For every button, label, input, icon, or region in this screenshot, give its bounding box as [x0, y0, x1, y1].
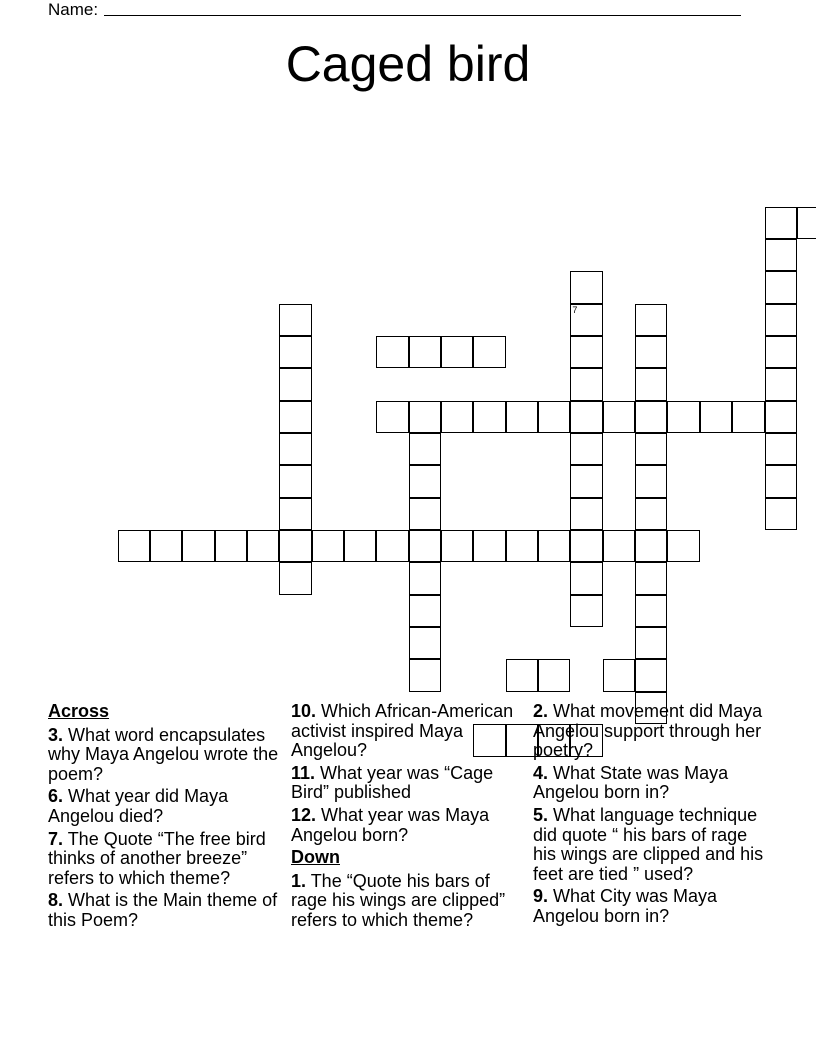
grid-cell[interactable]	[473, 530, 505, 562]
grid-cell[interactable]	[765, 465, 797, 497]
clue-item	[533, 806, 773, 884]
grid-cell[interactable]	[409, 627, 441, 659]
clue-item	[533, 764, 773, 803]
clue-item	[291, 806, 527, 845]
grid-cell[interactable]	[473, 401, 505, 433]
grid-cell[interactable]	[538, 530, 570, 562]
grid-cell[interactable]	[635, 659, 667, 691]
clue-item-text: What State was Maya Angelou born in?	[533, 762, 729, 803]
grid-cell[interactable]	[700, 401, 732, 433]
clue-item	[291, 764, 527, 803]
grid-cell[interactable]	[312, 530, 344, 562]
grid-cell[interactable]	[570, 433, 602, 465]
clue-item-text: What year was Maya Angelou born?	[291, 804, 490, 845]
clues-column-1	[48, 702, 286, 934]
grid-cell[interactable]	[473, 336, 505, 368]
grid-cell[interactable]	[344, 530, 376, 562]
grid-cell[interactable]	[376, 401, 408, 433]
grid-cell[interactable]	[376, 530, 408, 562]
grid-cell[interactable]	[279, 401, 311, 433]
grid-cell[interactable]	[279, 465, 311, 497]
grid-cell[interactable]	[279, 498, 311, 530]
grid-cell[interactable]	[570, 304, 602, 336]
grid-cell[interactable]	[635, 595, 667, 627]
clue-item-number: 8.	[48, 890, 64, 911]
grid-cell[interactable]	[376, 336, 408, 368]
grid-cell[interactable]	[635, 368, 667, 400]
grid-cell[interactable]	[506, 659, 538, 691]
grid-cell[interactable]	[150, 530, 182, 562]
clue-item-text: The Quote “The free bird thinks of another breeze” refers to which theme?	[48, 828, 266, 888]
grid-cell[interactable]	[765, 239, 797, 271]
clue-item-number: 12.	[291, 804, 317, 825]
clue-item-number: 10.	[291, 701, 317, 721]
clue-item-text: What word encapsulates why Maya Angelou wrote the poem?	[48, 724, 279, 784]
grid-cell[interactable]	[635, 304, 667, 336]
clue-item-text: What year did Maya Angelou died?	[48, 786, 229, 826]
grid-cell[interactable]	[279, 336, 311, 368]
grid-cell[interactable]	[570, 401, 602, 433]
grid-cell[interactable]	[279, 368, 311, 400]
grid-cell[interactable]	[409, 595, 441, 627]
grid-cell[interactable]	[538, 659, 570, 691]
clue-item-text: What is the Main theme of this Poem?	[48, 890, 278, 930]
grid-cell[interactable]	[603, 530, 635, 562]
grid-cell[interactable]	[409, 530, 441, 562]
down-heading: Down	[291, 847, 340, 868]
grid-cell[interactable]	[635, 401, 667, 433]
grid-cell[interactable]	[441, 530, 473, 562]
grid-cell[interactable]	[635, 627, 667, 659]
grid-cell[interactable]	[279, 433, 311, 465]
clue-item-number: 6.	[48, 786, 64, 807]
grid-cell[interactable]	[603, 401, 635, 433]
clue-item-text: What City was Maya Angelou born in?	[533, 886, 718, 926]
clue-item-text: What movement did Maya Angelou support through her poetry?	[533, 701, 763, 761]
grid-cell[interactable]	[635, 498, 667, 530]
clue-item	[48, 787, 286, 826]
grid-cell[interactable]	[409, 465, 441, 497]
name-label: Name:	[48, 0, 99, 19]
clue-item	[291, 872, 527, 931]
grid-cell[interactable]	[635, 465, 667, 497]
grid-cell[interactable]	[635, 530, 667, 562]
grid-cell[interactable]	[409, 433, 441, 465]
grid-cell[interactable]	[279, 530, 311, 562]
clue-item-text: What language technique did quote “ his bars of rage his wings are clipped and his feet are tied ” used?	[533, 804, 764, 884]
grid-cell[interactable]	[409, 498, 441, 530]
clue-item-number: 1.	[291, 870, 307, 891]
page-title: Caged bird	[285, 36, 531, 92]
clue-item-text: What year was “Cage Bird” published	[291, 762, 494, 803]
grid-cell[interactable]	[570, 368, 602, 400]
clue-item-text: Which African-American activist inspired Maya Angelou?	[291, 701, 514, 761]
grid-cell[interactable]	[279, 562, 311, 594]
grid-cell[interactable]	[765, 433, 797, 465]
grid-cell[interactable]	[409, 401, 441, 433]
grid-cell[interactable]	[667, 530, 699, 562]
grid-cell[interactable]	[409, 659, 441, 691]
grid-cell[interactable]	[409, 562, 441, 594]
clue-item	[533, 887, 773, 926]
grid-cell[interactable]	[409, 336, 441, 368]
grid-cell[interactable]	[441, 401, 473, 433]
grid-cell[interactable]	[570, 595, 602, 627]
grid-cell[interactable]	[635, 433, 667, 465]
grid-cell[interactable]	[635, 336, 667, 368]
grid-cell[interactable]	[215, 530, 247, 562]
clue-item-number: 5.	[533, 804, 549, 825]
grid-cell[interactable]	[538, 401, 570, 433]
grid-cell[interactable]	[765, 498, 797, 530]
grid-cell[interactable]	[603, 659, 635, 691]
grid-cell[interactable]	[765, 336, 797, 368]
grid-cell[interactable]	[441, 336, 473, 368]
clue-item	[291, 702, 527, 761]
clue-item-number: 2.	[533, 701, 549, 721]
clue-item-number: 9.	[533, 886, 549, 907]
clue-number: 7	[572, 304, 578, 315]
across-heading: Across	[48, 701, 110, 721]
grid-cell[interactable]	[635, 562, 667, 594]
grid-cell[interactable]	[570, 530, 602, 562]
grid-cell[interactable]	[667, 401, 699, 433]
clue-item	[48, 891, 286, 930]
clue-item	[533, 702, 773, 761]
grid-cell[interactable]	[570, 465, 602, 497]
grid-cell[interactable]	[247, 530, 279, 562]
clue-item	[48, 830, 286, 889]
grid-cell[interactable]	[570, 336, 602, 368]
grid-cell[interactable]	[765, 304, 797, 336]
clue-item-number: 11.	[291, 762, 316, 783]
grid-cell[interactable]	[765, 271, 797, 303]
grid-cell[interactable]	[506, 530, 538, 562]
grid-cell[interactable]	[279, 304, 311, 336]
grid-cell[interactable]	[570, 562, 602, 594]
grid-cell[interactable]	[765, 368, 797, 400]
grid-cell[interactable]	[797, 207, 816, 239]
grid-cell[interactable]	[732, 401, 764, 433]
grid-cell[interactable]	[765, 207, 797, 239]
clues-column-3	[533, 702, 773, 930]
clue-item-number: 7.	[48, 828, 64, 849]
grid-cell[interactable]	[570, 271, 602, 303]
clues-column-2	[291, 702, 527, 934]
grid-cell[interactable]	[118, 530, 150, 562]
grid-cell[interactable]	[765, 401, 797, 433]
grid-cell[interactable]	[506, 401, 538, 433]
clue-item-number: 4.	[533, 762, 549, 783]
clue-item-number: 3.	[48, 724, 64, 745]
grid-cell[interactable]	[570, 498, 602, 530]
clue-item	[48, 726, 286, 785]
grid-cell[interactable]	[182, 530, 214, 562]
clue-item-text: The “Quote his bars of rage his wings are clipped” refers to which theme?	[291, 870, 506, 930]
